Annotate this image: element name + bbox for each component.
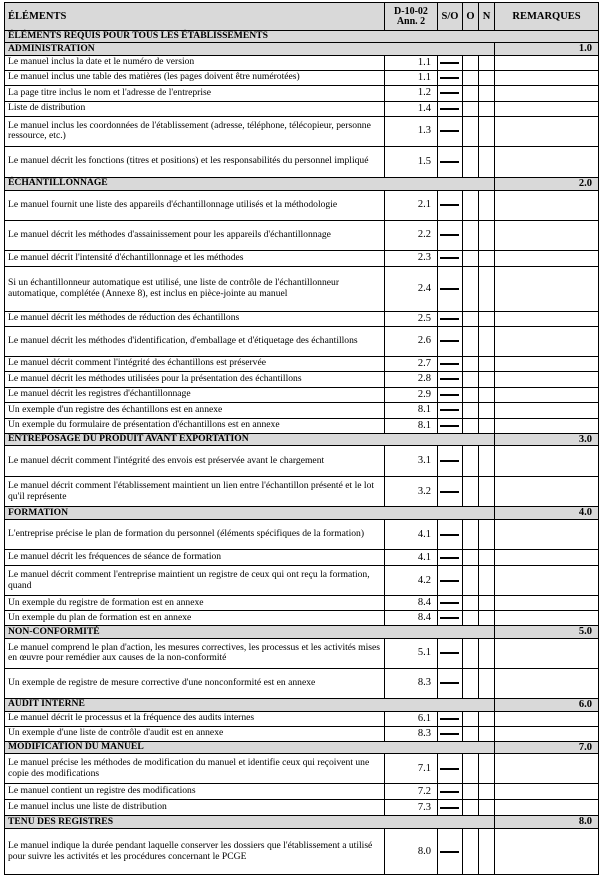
item-code: 4.2 <box>385 566 438 596</box>
so-cell <box>438 70 463 85</box>
so-cell <box>438 520 463 550</box>
item-code: 1.4 <box>385 101 438 116</box>
so-cell <box>438 418 463 433</box>
item-code: 8.0 <box>385 829 438 875</box>
so-cell <box>438 566 463 596</box>
item-code: 1.1 <box>385 55 438 70</box>
item-code: 5.1 <box>385 638 438 668</box>
o-checkbox-cell[interactable] <box>463 146 479 177</box>
n-checkbox-cell[interactable] <box>479 611 495 626</box>
checklist-row <box>5 402 599 418</box>
so-checkbox[interactable] <box>440 425 459 427</box>
remarks-cell[interactable] <box>495 250 599 266</box>
item-code: 3.2 <box>385 477 438 507</box>
item-text: Le manuel décrit comment l'entreprise maintient un registre de ceux qui ont reçu la formation, quand <box>5 566 385 596</box>
o-checkbox-cell[interactable] <box>463 611 479 626</box>
item-code: 8.3 <box>385 668 438 698</box>
n-checkbox-cell[interactable] <box>479 311 495 326</box>
section-title: ADMINISTRATION <box>5 43 495 56</box>
o-checkbox-cell[interactable] <box>463 356 479 371</box>
remarks-cell[interactable] <box>495 116 599 146</box>
o-checkbox-cell[interactable] <box>463 550 479 566</box>
so-cell <box>438 101 463 116</box>
remarks-cell[interactable] <box>495 726 599 741</box>
so-cell <box>438 85 463 101</box>
remarks-cell[interactable] <box>495 402 599 418</box>
checklist-row <box>5 550 599 566</box>
so-cell <box>438 668 463 698</box>
so-cell <box>438 726 463 741</box>
item-code: 3.1 <box>385 446 438 477</box>
remarks-cell[interactable] <box>495 55 599 70</box>
item-code: 8.4 <box>385 596 438 611</box>
so-cell <box>438 326 463 356</box>
item-code: 2.7 <box>385 356 438 371</box>
section-row <box>5 43 599 56</box>
section-row <box>5 741 599 754</box>
header-code-line2: Ann. 2 <box>396 15 426 27</box>
so-cell <box>438 800 463 816</box>
remarks-cell[interactable] <box>495 477 599 507</box>
checklist-row <box>5 326 599 356</box>
section-code: 2.0 <box>495 177 599 190</box>
checklist-row <box>5 611 599 626</box>
checklist-table <box>4 2 599 875</box>
checklist-row <box>5 754 599 784</box>
item-text: Le manuel décrit comment l'intégrité des envois est préservée avant le chargement <box>5 446 385 477</box>
item-code: 7.2 <box>385 784 438 800</box>
checklist-row <box>5 726 599 741</box>
item-text: Un exemple du registre de formation est en annexe <box>5 596 385 611</box>
header-so: S/O <box>438 3 463 31</box>
so-checkbox[interactable] <box>440 733 459 735</box>
remarks-cell[interactable] <box>495 326 599 356</box>
so-cell <box>438 311 463 326</box>
header-elements: ÉLÉMENTS <box>5 3 385 31</box>
n-checkbox-cell[interactable] <box>479 220 495 250</box>
so-cell <box>438 356 463 371</box>
o-checkbox-cell[interactable] <box>463 55 479 70</box>
n-checkbox-cell[interactable] <box>479 371 495 387</box>
item-text: La page titre inclus le nom et l'adresse de l'entreprise <box>5 85 385 101</box>
section-code: 4.0 <box>495 507 599 520</box>
item-code: 2.1 <box>385 190 438 220</box>
n-checkbox-cell[interactable] <box>479 596 495 611</box>
remarks-cell[interactable] <box>495 784 599 800</box>
header-remarks: REMARQUES <box>495 3 599 31</box>
header-n: N <box>479 3 495 31</box>
item-text: Le manuel fournit une liste des appareils d'échantillonnage utilisés et la méthodologie <box>5 190 385 220</box>
so-checkbox[interactable] <box>440 378 459 380</box>
so-cell <box>438 387 463 402</box>
o-checkbox-cell[interactable] <box>463 477 479 507</box>
remarks-cell[interactable] <box>495 550 599 566</box>
intro-title: ÉLÉMENTS REQUIS POUR TOUS LES ÉTABLISSEMENTS <box>5 31 599 43</box>
o-checkbox-cell[interactable] <box>463 638 479 668</box>
so-cell <box>438 638 463 668</box>
so-checkbox[interactable] <box>440 288 459 290</box>
remarks-cell[interactable] <box>495 70 599 85</box>
checklist-row <box>5 418 599 433</box>
checklist-row <box>5 311 599 326</box>
section-code: 3.0 <box>495 433 599 446</box>
n-checkbox-cell[interactable] <box>479 101 495 116</box>
so-checkbox[interactable] <box>440 682 459 684</box>
n-checkbox-cell[interactable] <box>479 356 495 371</box>
section-row <box>5 433 599 446</box>
so-checkbox[interactable] <box>440 92 459 94</box>
remarks-cell[interactable] <box>495 146 599 177</box>
so-cell <box>438 754 463 784</box>
so-cell <box>438 829 463 875</box>
checklist-row <box>5 387 599 402</box>
section-title: MODIFICATION DU MANUEL <box>5 741 495 754</box>
so-checkbox[interactable] <box>440 234 459 236</box>
so-checkbox[interactable] <box>440 617 459 619</box>
item-text: Le manuel décrit les fonctions (titres et positions) et les responsabilités du personnel impliqué <box>5 146 385 177</box>
o-checkbox-cell[interactable] <box>463 711 479 726</box>
n-checkbox-cell[interactable] <box>479 70 495 85</box>
checklist-row <box>5 829 599 875</box>
item-code: 2.6 <box>385 326 438 356</box>
so-checkbox[interactable] <box>440 718 459 720</box>
so-checkbox[interactable] <box>440 394 459 396</box>
so-checkbox[interactable] <box>440 130 459 132</box>
header-row <box>5 3 599 31</box>
item-code: 2.2 <box>385 220 438 250</box>
n-checkbox-cell[interactable] <box>479 754 495 784</box>
item-text: Le manuel décrit les méthodes d'identification, d'emballage et d'étiquetage des échantillons <box>5 326 385 356</box>
remarks-cell[interactable] <box>495 800 599 816</box>
n-checkbox-cell[interactable] <box>479 550 495 566</box>
section-title: ENTREPOSAGE DU PRODUIT AVANT EXPORTATION <box>5 433 495 446</box>
so-cell <box>438 371 463 387</box>
o-checkbox-cell[interactable] <box>463 784 479 800</box>
n-checkbox-cell[interactable] <box>479 55 495 70</box>
item-text: Le manuel décrit les méthodes de réduction des échantillons <box>5 311 385 326</box>
so-cell <box>438 220 463 250</box>
item-text: Le manuel décrit le processus et la fréquence des audits internes <box>5 711 385 726</box>
item-code: 7.3 <box>385 800 438 816</box>
header-code-line1: D-10-02 <box>394 5 428 17</box>
o-checkbox-cell[interactable] <box>463 101 479 116</box>
remarks-cell[interactable] <box>495 566 599 596</box>
item-code: 2.4 <box>385 266 438 311</box>
o-checkbox-cell[interactable] <box>463 116 479 146</box>
item-text: Le manuel décrit les méthodes d'assainissement pour les appareils d'échantillonnage <box>5 220 385 250</box>
remarks-cell[interactable] <box>495 711 599 726</box>
checklist-row <box>5 638 599 668</box>
o-checkbox-cell[interactable] <box>463 668 479 698</box>
item-code: 8.1 <box>385 418 438 433</box>
n-checkbox-cell[interactable] <box>479 146 495 177</box>
checklist-row <box>5 711 599 726</box>
so-checkbox[interactable] <box>440 409 459 411</box>
so-cell <box>438 266 463 311</box>
n-checkbox-cell[interactable] <box>479 784 495 800</box>
n-checkbox-cell[interactable] <box>479 566 495 596</box>
so-cell <box>438 711 463 726</box>
o-checkbox-cell[interactable] <box>463 402 479 418</box>
item-code: 7.1 <box>385 754 438 784</box>
item-code: 2.3 <box>385 250 438 266</box>
o-checkbox-cell[interactable] <box>463 726 479 741</box>
checklist-row <box>5 266 599 311</box>
item-text: Le manuel décrit les registres d'échantillonnage <box>5 387 385 402</box>
so-checkbox[interactable] <box>440 768 459 770</box>
item-text: Le manuel inclus une liste de distribution <box>5 800 385 816</box>
header-o: O <box>463 3 479 31</box>
so-cell <box>438 596 463 611</box>
so-cell <box>438 550 463 566</box>
n-checkbox-cell[interactable] <box>479 520 495 550</box>
so-cell <box>438 611 463 626</box>
section-title: ÉCHANTILLONNAGE <box>5 177 495 190</box>
so-checkbox[interactable] <box>440 557 459 559</box>
remarks-cell[interactable] <box>495 356 599 371</box>
item-text: Si un échantillonneur automatique est utilisé, une liste de contrôle de l'échantillonneur automatique, complétée (Annexe 8), est inclus en pièce-jointe au manuel <box>5 266 385 311</box>
o-checkbox-cell[interactable] <box>463 387 479 402</box>
item-code: 1.5 <box>385 146 438 177</box>
so-cell <box>438 116 463 146</box>
so-checkbox[interactable] <box>440 257 459 259</box>
item-text: L'entreprise précise le plan de formation du personnel (éléments spécifiques de la formation) <box>5 520 385 550</box>
checklist-row <box>5 477 599 507</box>
so-checkbox[interactable] <box>440 363 459 365</box>
so-checkbox[interactable] <box>440 580 459 582</box>
remarks-cell[interactable] <box>495 371 599 387</box>
n-checkbox-cell[interactable] <box>479 418 495 433</box>
so-checkbox[interactable] <box>440 77 459 79</box>
so-cell <box>438 146 463 177</box>
checklist-row <box>5 101 599 116</box>
so-checkbox[interactable] <box>440 460 459 462</box>
item-code: 8.1 <box>385 402 438 418</box>
n-checkbox-cell[interactable] <box>479 638 495 668</box>
o-checkbox-cell[interactable] <box>463 220 479 250</box>
o-checkbox-cell[interactable] <box>463 446 479 477</box>
item-code: 8.4 <box>385 611 438 626</box>
so-checkbox[interactable] <box>440 161 459 163</box>
section-title: NON-CONFORMITÉ <box>5 626 495 639</box>
n-checkbox-cell[interactable] <box>479 477 495 507</box>
checklist-row <box>5 446 599 477</box>
n-checkbox-cell[interactable] <box>479 326 495 356</box>
so-cell <box>438 477 463 507</box>
section-code: 7.0 <box>495 741 599 754</box>
item-text: Un exemple de registre de mesure corrective d'une nonconformité est en annexe <box>5 668 385 698</box>
o-checkbox-cell[interactable] <box>463 326 479 356</box>
so-checkbox[interactable] <box>440 108 459 110</box>
item-text: Le manuel inclus une table des matières (les pages doivent être numérotées) <box>5 70 385 85</box>
checklist-row <box>5 371 599 387</box>
o-checkbox-cell[interactable] <box>463 596 479 611</box>
section-code: 6.0 <box>495 698 599 711</box>
so-cell <box>438 250 463 266</box>
remarks-cell[interactable] <box>495 85 599 101</box>
item-code: 8.3 <box>385 726 438 741</box>
so-checkbox[interactable] <box>440 340 459 342</box>
section-row <box>5 816 599 829</box>
item-code: 1.1 <box>385 70 438 85</box>
checklist-row <box>5 85 599 101</box>
section-code: 1.0 <box>495 43 599 56</box>
remarks-cell[interactable] <box>495 311 599 326</box>
remarks-cell[interactable] <box>495 190 599 220</box>
item-text: Un exemple du formulaire de présentation d'échantillons est en annexe <box>5 418 385 433</box>
item-text: Liste de distribution <box>5 101 385 116</box>
checklist-row <box>5 70 599 85</box>
o-checkbox-cell[interactable] <box>463 70 479 85</box>
remarks-cell[interactable] <box>495 387 599 402</box>
so-checkbox[interactable] <box>440 791 459 793</box>
section-code: 5.0 <box>495 626 599 639</box>
o-checkbox-cell[interactable] <box>463 829 479 875</box>
item-code: 4.1 <box>385 520 438 550</box>
n-checkbox-cell[interactable] <box>479 190 495 220</box>
so-checkbox[interactable] <box>440 851 459 853</box>
item-text: Le manuel décrit comment l'intégrité des échantillons est préservée <box>5 356 385 371</box>
section-row <box>5 177 599 190</box>
section-row <box>5 507 599 520</box>
item-text: Le manuel décrit comment l'établissement maintient un lien entre l'échantillon présenté et le lot qu'il représente <box>5 477 385 507</box>
n-checkbox-cell[interactable] <box>479 446 495 477</box>
checklist-row <box>5 784 599 800</box>
so-checkbox[interactable] <box>440 318 459 320</box>
section-row <box>5 626 599 639</box>
so-checkbox[interactable] <box>440 204 459 206</box>
item-code: 1.3 <box>385 116 438 146</box>
remarks-cell[interactable] <box>495 829 599 875</box>
checklist-row <box>5 190 599 220</box>
section-title: FORMATION <box>5 507 495 520</box>
o-checkbox-cell[interactable] <box>463 754 479 784</box>
n-checkbox-cell[interactable] <box>479 250 495 266</box>
so-checkbox[interactable] <box>440 491 459 493</box>
item-text: Le manuel inclus les coordonnées de l'établissement (adresse, téléphone, télécopieur, personne ressource, etc.) <box>5 116 385 146</box>
n-checkbox-cell[interactable] <box>479 266 495 311</box>
item-text: Le manuel décrit l'intensité d'échantillonnage et les méthodes <box>5 250 385 266</box>
o-checkbox-cell[interactable] <box>463 418 479 433</box>
o-checkbox-cell[interactable] <box>463 566 479 596</box>
n-checkbox-cell[interactable] <box>479 800 495 816</box>
checklist-row <box>5 596 599 611</box>
o-checkbox-cell[interactable] <box>463 520 479 550</box>
item-text: Le manuel décrit les méthodes utilisées pour la présentation des échantillons <box>5 371 385 387</box>
so-cell <box>438 402 463 418</box>
item-text: Le manuel précise les méthodes de modification du manuel et identifie ceux qui reçoivent une copie des modifications <box>5 754 385 784</box>
n-checkbox-cell[interactable] <box>479 387 495 402</box>
checklist-row <box>5 356 599 371</box>
o-checkbox-cell[interactable] <box>463 266 479 311</box>
o-checkbox-cell[interactable] <box>463 85 479 101</box>
remarks-cell[interactable] <box>495 754 599 784</box>
n-checkbox-cell[interactable] <box>479 726 495 741</box>
remarks-cell[interactable] <box>495 266 599 311</box>
remarks-cell[interactable] <box>495 446 599 477</box>
n-checkbox-cell[interactable] <box>479 85 495 101</box>
checklist-row <box>5 146 599 177</box>
remarks-cell[interactable] <box>495 638 599 668</box>
checklist-row <box>5 566 599 596</box>
remarks-cell[interactable] <box>495 418 599 433</box>
checklist-row <box>5 116 599 146</box>
item-code: 2.5 <box>385 311 438 326</box>
checklist-row <box>5 250 599 266</box>
so-checkbox[interactable] <box>440 652 459 654</box>
o-checkbox-cell[interactable] <box>463 190 479 220</box>
item-code: 2.8 <box>385 371 438 387</box>
n-checkbox-cell[interactable] <box>479 116 495 146</box>
remarks-cell[interactable] <box>495 101 599 116</box>
o-checkbox-cell[interactable] <box>463 311 479 326</box>
checklist-row <box>5 220 599 250</box>
item-text: Le manuel contient un registre des modifications <box>5 784 385 800</box>
so-cell <box>438 190 463 220</box>
so-cell <box>438 446 463 477</box>
remarks-cell[interactable] <box>495 520 599 550</box>
n-checkbox-cell[interactable] <box>479 402 495 418</box>
checklist-row <box>5 55 599 70</box>
item-text: Le manuel comprend le plan d'action, les mesures correctives, les processus et les activités mises en œuvre pour remédier aux causes de la non-conformité <box>5 638 385 668</box>
remarks-cell[interactable] <box>495 220 599 250</box>
remarks-cell[interactable] <box>495 611 599 626</box>
n-checkbox-cell[interactable] <box>479 668 495 698</box>
o-checkbox-cell[interactable] <box>463 371 479 387</box>
section-title: TENU DES REGISTRES <box>5 816 495 829</box>
item-text: Le manuel inclus la date et le numéro de version <box>5 55 385 70</box>
so-cell <box>438 784 463 800</box>
o-checkbox-cell[interactable] <box>463 800 479 816</box>
item-code: 1.2 <box>385 85 438 101</box>
header-code <box>385 3 438 31</box>
checklist-row <box>5 668 599 698</box>
so-cell <box>438 55 463 70</box>
section-title: AUDIT INTERNE <box>5 698 495 711</box>
o-checkbox-cell[interactable] <box>463 250 479 266</box>
so-checkbox[interactable] <box>440 62 459 64</box>
item-text: Le manuel indique la durée pendant laquelle conserver les dossiers que l'établissement a utilisé pour suivre les activités et les procédures concernant le PCGE <box>5 829 385 875</box>
remarks-cell[interactable] <box>495 668 599 698</box>
so-checkbox[interactable] <box>440 807 459 809</box>
item-code: 2.9 <box>385 387 438 402</box>
checklist-row <box>5 800 599 816</box>
so-checkbox[interactable] <box>440 534 459 536</box>
n-checkbox-cell[interactable] <box>479 711 495 726</box>
item-code: 6.1 <box>385 711 438 726</box>
intro-row <box>5 31 599 43</box>
checklist-row <box>5 520 599 550</box>
section-row <box>5 698 599 711</box>
n-checkbox-cell[interactable] <box>479 829 495 875</box>
item-text: Un exemple d'un registre des échantillons est en annexe <box>5 402 385 418</box>
item-text: Le manuel décrit les fréquences de séance de formation <box>5 550 385 566</box>
item-code: 4.1 <box>385 550 438 566</box>
item-text: Un exemple d'une liste de contrôle d'audit est en annexe <box>5 726 385 741</box>
item-text: Un exemple du plan de formation est en annexe <box>5 611 385 626</box>
remarks-cell[interactable] <box>495 596 599 611</box>
section-code: 8.0 <box>495 816 599 829</box>
so-checkbox[interactable] <box>440 602 459 604</box>
